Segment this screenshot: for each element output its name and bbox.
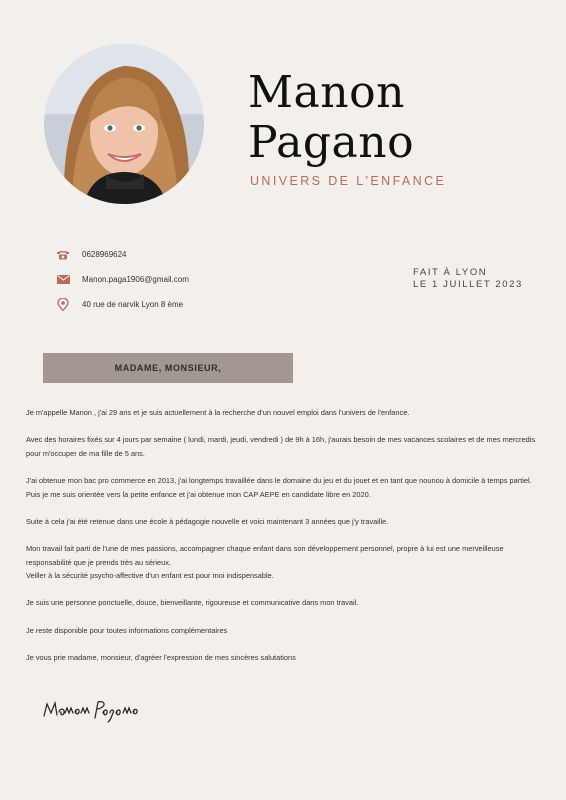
letter-paragraph: Je reste disponible pour toutes informations complémentaires: [26, 625, 228, 635]
letter-paragraph: Avec des horaires fixés sur 4 jours par semaine ( lundi, mardi, jeudi, vendredi ) de 9h à 16h, j'aurais besoin de mes vacances scolaires et de mes mercredis pour m'occuper de ma fille de 5 ans.: [26, 435, 536, 458]
letter-paragraph: Je vous prie madame, monsieur, d'agréer l'expression de mes sincères salutations: [26, 652, 296, 662]
job-subtitle: UNIVERS DE L'ENFANCE: [250, 174, 447, 188]
place-line: FAIT À LYON: [413, 267, 488, 278]
applicant-name: [248, 68, 414, 168]
place-and-date: [413, 267, 523, 291]
letter-paragraph: Suite à cela j'ai été retenue dans une école à pédagogie nouvelle et voici maintenant 3 années que j'y travaille.: [26, 516, 389, 526]
profile-photo: [44, 44, 204, 204]
letter-line: Puis je me suis orientée vers la petite enfance et j'ai obtenue mon CAP AEPE en candidate libre en 2020.: [26, 489, 371, 499]
postal-address: 40 rue de narvik Lyon 8 ème: [82, 299, 184, 309]
letter-line: Veiller à la sécurité psycho-affective d'un enfant est pour moi indispensable.: [26, 571, 274, 581]
email-address[interactable]: Manon.paga1906@gmail.com: [82, 274, 189, 284]
mail-icon: [56, 273, 70, 285]
date-line: LE 1 JUILLET 2023: [413, 279, 523, 290]
contact-address: [56, 298, 183, 310]
letter-paragraph: [26, 542, 541, 583]
letter-paragraph: [26, 474, 541, 501]
last-name: Pagano: [248, 117, 415, 168]
handwritten-signature: [40, 694, 140, 731]
contact-email: [56, 273, 189, 285]
salutation-banner: MADAME, MONSIEUR,: [43, 353, 293, 383]
phone-number[interactable]: 0628969624: [82, 249, 127, 259]
letter-body: [26, 406, 541, 678]
phone-icon: [56, 248, 70, 260]
letter-paragraph: Je m'appelle Manon , j'ai 29 ans et je suis actuellement à la recherche d'un nouvel emploi dans l'univers de l'enfance.: [26, 408, 410, 417]
location-pin-icon: [56, 298, 70, 310]
first-name: Manon: [248, 67, 405, 118]
letter-line: J'ai obtenue mon bac pro commerce en 2013, j'ai longtemps travaillée dans le domaine du jeu et du jouet et en tant que nounou à domicile à temps partiel.: [26, 475, 532, 485]
contact-phone: [56, 248, 127, 260]
letter-paragraph: Je suis une personne ponctuelle, douce, bienveillante, rigoureuse et communicative dans mon travail.: [26, 598, 359, 608]
letter-line: Mon travail fait parti de l'une de mes passions, accompagner chaque enfant dans son développement personnel, propre à lui est une merveilleuse responsabilité que je prends très au sérieux.: [26, 543, 504, 567]
